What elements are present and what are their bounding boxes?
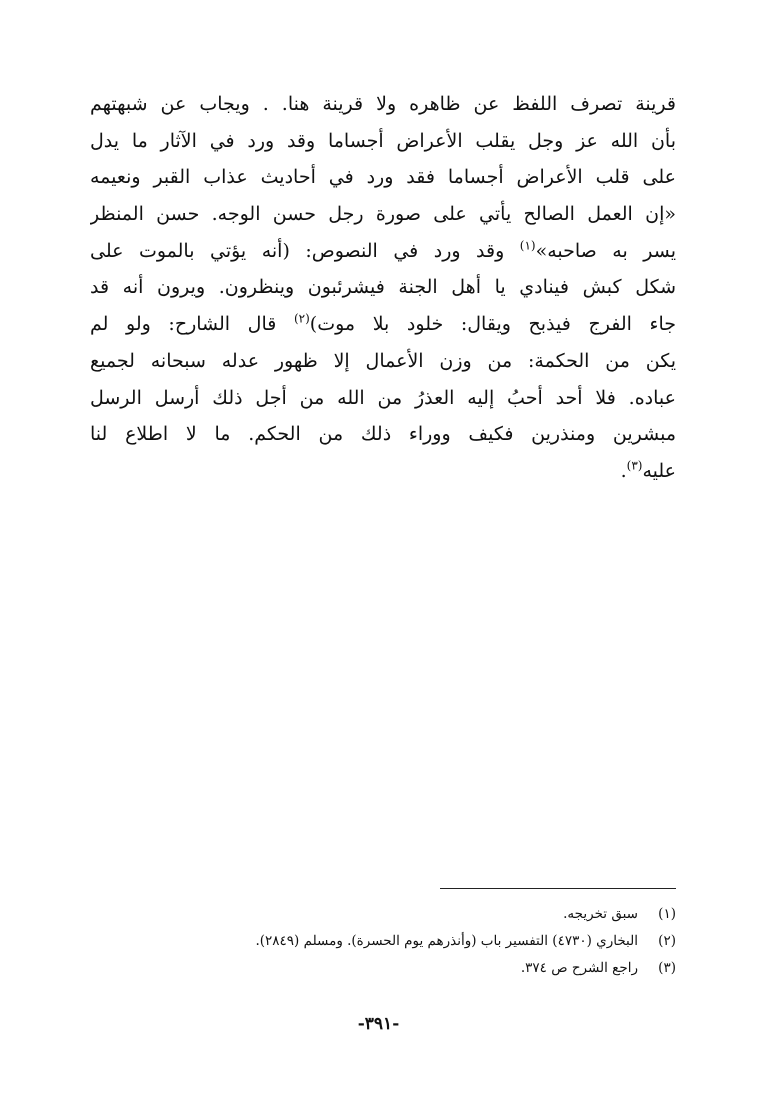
text-segment: قال الشارح: ولو لم	[90, 313, 277, 336]
text-line: يكن من الحكمة: من وزن الأعمال إلا ظهور عدله سبحانه لجميع	[90, 349, 676, 372]
text-line: شكل كبش فينادي يا أهل الجنة فيشرئبون وينظرون. ويرون أنه قد	[90, 276, 676, 299]
text-line: بأن الله عز وجل يقلب الأعراض أجساما وقد ورد في الآثار ما يدل	[90, 129, 676, 152]
footnote-number: (١)	[658, 906, 676, 922]
text-line	[90, 453, 676, 490]
footnote-ref-1: (١)	[519, 238, 536, 253]
text-segment: يسر به صاحبه»	[535, 239, 676, 262]
text-line: مبشرين ومنذرين فكيف ووراء ذلك من الحكم. ما لا اطلاع لنا	[90, 423, 676, 446]
text-segment: وقد ورد في النصوص: (أنه يؤتي بالموت على	[90, 239, 505, 262]
text-line	[90, 233, 676, 270]
footnotes-section	[200, 901, 676, 982]
text-line: «إن العمل الصالح يأتي على صورة رجل حسن الوجه. حسن المنظر	[90, 203, 676, 226]
footnote-ref-3: (٣)	[626, 458, 643, 473]
footnote-text: راجع الشرح ص ٣٧٤.	[520, 960, 638, 976]
footnote-number: (٣)	[658, 960, 676, 976]
footnote-ref-2: (٢)	[293, 311, 310, 326]
text-segment: جاء الفرج فيذبح ويقال: خلود بلا موت)	[309, 313, 676, 336]
footnote-item	[200, 928, 676, 955]
text-segment: .	[620, 459, 627, 482]
footnote-number: (٢)	[658, 933, 676, 949]
footnote-text: البخاري (٤٧٣٠) التفسير باب (وأنذرهم يوم الحسرة). ومسلم (٢٨٤٩).	[255, 933, 638, 949]
text-line: قرينة تصرف اللفظ عن ظاهره ولا قرينة هنا. . ويجاب عن شبهتهم	[90, 93, 676, 115]
body-paragraph	[90, 86, 676, 490]
text-line: على قلب الأعراض أجساما فقد ورد في أحاديث عذاب القبر ونعيمه	[90, 166, 676, 189]
footnote-text: سبق تخريجه.	[563, 906, 638, 922]
footnote-item	[200, 955, 676, 982]
footnote-item	[200, 901, 676, 928]
text-line: عباده. فلا أحد أحبُ إليه العذرُ من الله من أجل ذلك أرسل الرسل	[90, 386, 676, 409]
text-line	[90, 306, 676, 343]
footnote-separator	[440, 888, 676, 889]
page-number: -٣٩١-	[357, 1014, 400, 1034]
text-segment: عليه	[642, 459, 676, 482]
